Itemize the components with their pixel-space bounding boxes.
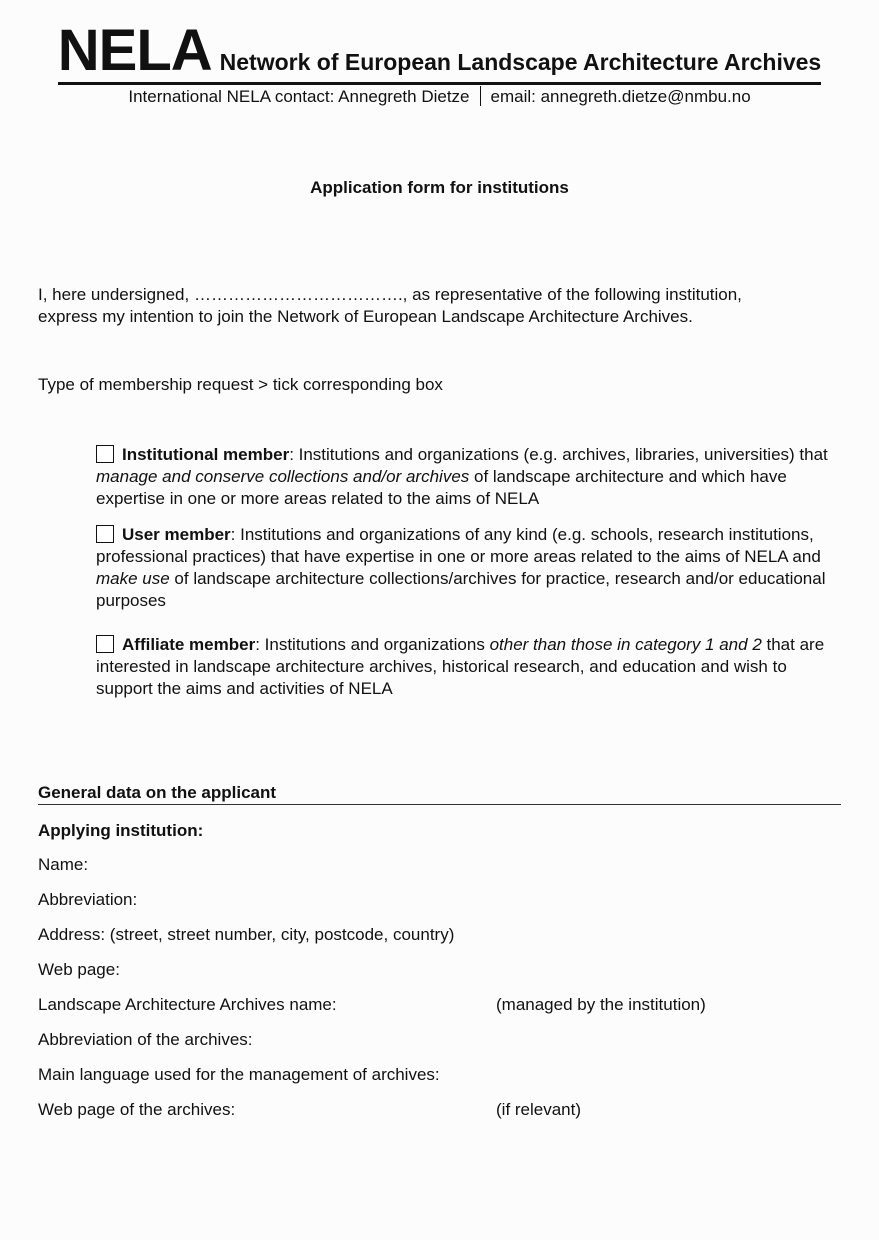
declaration-line-2: express my intention to join the Network of European Landscape Architecture Archives. (38, 307, 693, 326)
option-text: : Institutions and organizations (255, 635, 490, 654)
field-archives-name-label[interactable]: Landscape Architecture Archives name: (38, 995, 337, 1014)
option-text: of landscape architecture and which have expertise in one or more areas related to the aims of NELA (96, 467, 787, 508)
form-title: Application form for institutions (310, 178, 569, 197)
membership-intro: Type of membership request > tick corresponding box (38, 375, 443, 394)
contact-line (0, 86, 879, 107)
field-archives-web-page-label[interactable]: Web page of the archives: (38, 1100, 236, 1119)
institutional-member-checkbox[interactable] (96, 445, 114, 463)
field-address-label[interactable]: Address: (street, street number, city, postcode, country) (38, 925, 455, 944)
declaration (38, 284, 838, 328)
applying-institution-heading: Applying institution: (38, 821, 204, 840)
option-text: : Institutions and organizations (e.g. archives, libraries, universities) that (289, 445, 828, 464)
acronym: NELA (57, 18, 212, 83)
separator (480, 86, 481, 106)
option-affiliate-member (96, 634, 836, 700)
field-name-label[interactable]: Name: (38, 855, 89, 874)
field-archives-abbreviation-label[interactable]: Abbreviation of the archives: (38, 1030, 253, 1049)
declaration-line-1: I, here undersigned, ………………………………., as representative of the following institution, (38, 285, 742, 304)
contact-person: International NELA contact: Annegreth Dietze (128, 87, 470, 106)
option-text: : Institutions and organizations of any kind (e.g. schools, research institutions, professional practices) that have expertise in one or more areas related to the aims of NELA and (96, 525, 821, 566)
option-name: Institutional member (122, 445, 290, 464)
option-institutional-member (96, 444, 836, 510)
section-title: General data on the applicant (38, 783, 277, 802)
nela-logo-title (57, 18, 822, 85)
section-divider (38, 804, 841, 805)
option-text-emphasis: other than those in category 1 and 2 (489, 635, 762, 654)
affiliate-member-checkbox[interactable] (96, 635, 114, 653)
field-archives-web-page-note: (if relevant) (496, 1100, 582, 1119)
option-name: Affiliate member (122, 635, 256, 654)
letterhead (0, 18, 879, 85)
user-member-checkbox[interactable] (96, 525, 114, 543)
field-archives-name-note: (managed by the institution) (496, 995, 706, 1014)
option-name: User member (122, 525, 231, 544)
network-full-name: Network of European Landscape Architecture Archives (219, 49, 822, 75)
field-abbreviation-label[interactable]: Abbreviation: (38, 890, 138, 909)
field-main-language-label[interactable]: Main language used for the management of archives: (38, 1065, 440, 1084)
option-user-member (96, 524, 836, 612)
option-text: of landscape architecture collections/archives for practice, research and/or educational purposes (96, 569, 826, 610)
option-text-emphasis: make use (96, 569, 170, 588)
field-web-page-label[interactable]: Web page: (38, 960, 120, 979)
contact-email: email: annegreth.dietze@nmbu.no (490, 87, 751, 106)
option-text-emphasis: manage and conserve collections and/or archives (96, 467, 470, 486)
option-text: that are interested in landscape architecture archives, historical research, and education and wish to support the aims and activities of NELA (96, 635, 825, 698)
